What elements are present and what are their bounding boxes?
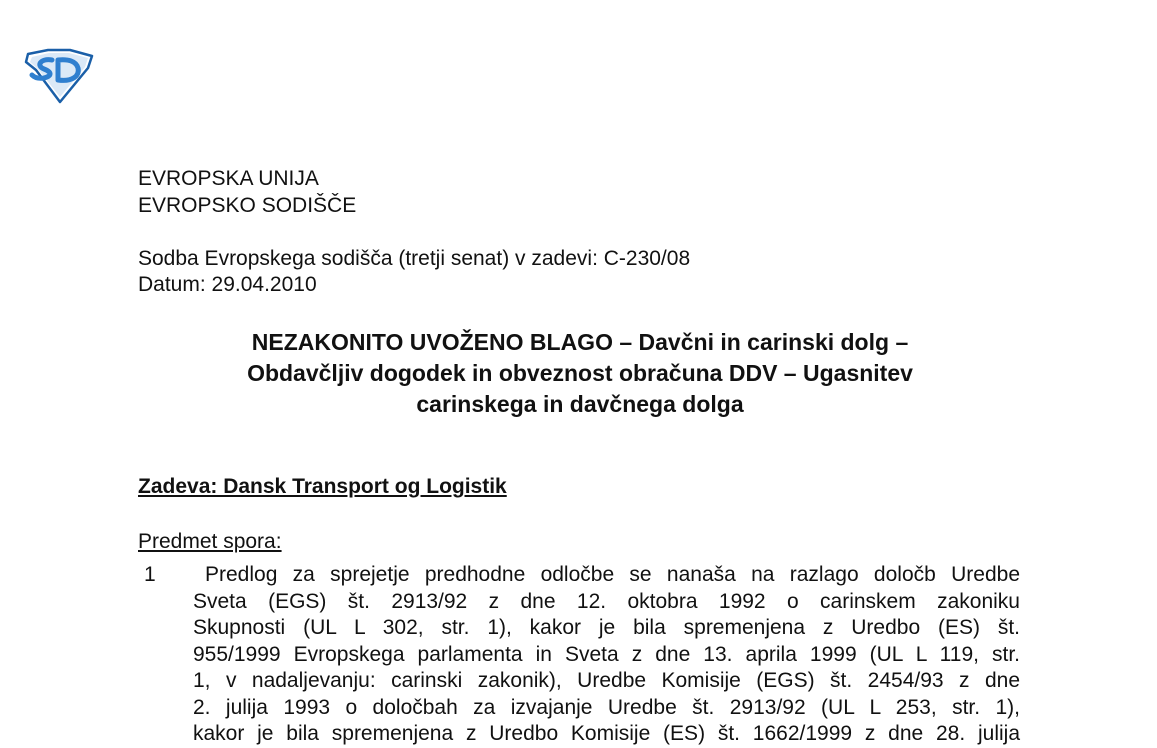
paragraph-line: Skupnosti (UL L 302, str. 1), kakor je bila spremenjena z Uredbo (ES) št. <box>193 616 1020 639</box>
title-line: Obdavčljiv dogodek in obveznost obračuna DDV – Ugasnitev <box>247 360 913 386</box>
paragraph-body <box>193 562 1020 748</box>
case-heading: Zadeva: Dansk Transport og Logistik <box>138 475 507 498</box>
sd-logo <box>22 48 96 104</box>
judgment-reference: Sodba Evropskega sodišča (tretji senat) v zadevi: C-230/08 <box>138 247 691 270</box>
subject-heading: Predmet spora: <box>138 530 282 553</box>
paragraph-line: 955/1999 Evropskega parlamenta in Sveta z dne 13. aprila 1999 (UL L 119, str. <box>193 642 1020 666</box>
paragraph-line: Sveta (EGS) št. 2913/92 z dne 12. oktobra 1992 o carinskem zakoniku <box>193 589 1020 613</box>
paragraph-line: Predlog za sprejetje predhodne odločbe se nanaša na razlago določb Uredbe <box>205 563 1020 586</box>
paragraph-line: 2. julija 1993 o določbah za izvajanje Uredbe št. 2913/92 (UL L 253, str. 1), <box>193 695 1020 719</box>
header-eu: EVROPSKA UNIJA <box>138 167 319 190</box>
title-line: carinskega in davčnega dolga <box>416 391 744 417</box>
paragraph-line: 1, v nadaljevanju: carinski zakonik), Uredbe Komisije (EGS) št. 2454/93 z dne <box>193 669 1020 692</box>
paragraph-line: kakor je bila spremenjena z Uredbo Komisije (ES) št. 1662/1999 z dne 28. julija <box>193 722 1020 745</box>
title-line: NEZAKONITO UVOŽENO BLAGO – Davčni in carinski dolg – <box>251 329 909 355</box>
paragraph-number: 1 <box>144 563 156 586</box>
document-title <box>120 327 1040 420</box>
judgment-date: Datum: 29.04.2010 <box>138 273 317 296</box>
header-court: EVROPSKO SODIŠČE <box>138 194 357 217</box>
